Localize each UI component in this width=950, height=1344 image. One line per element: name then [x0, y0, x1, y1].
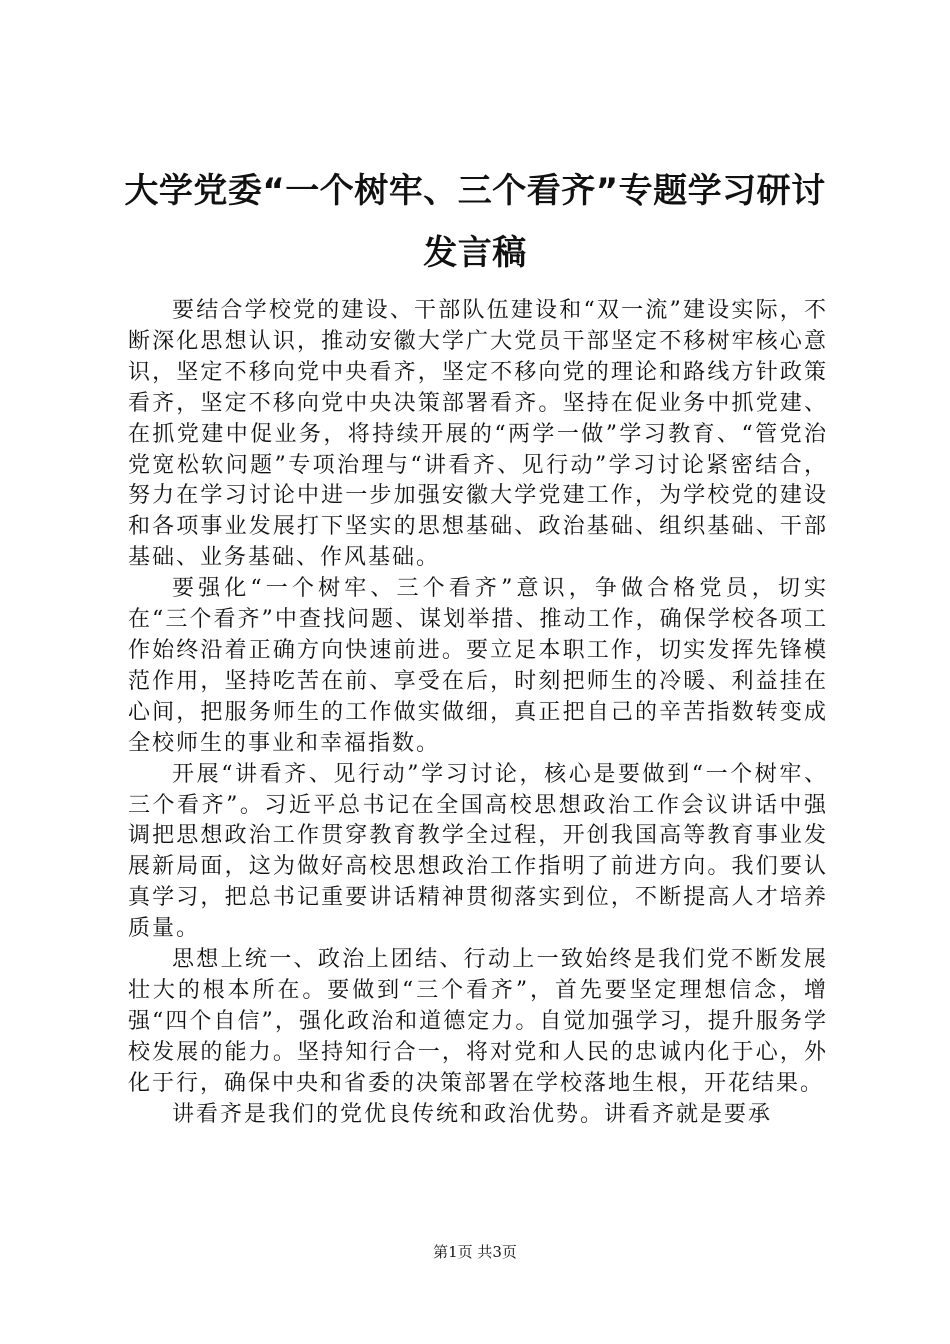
- paragraph: 要强化“一个树牢、三个看齐”意识，争做合格党员，切实在“三个看齐”中查找问题、谋划举措、推动工作，确保学校各项工作始终沿着正确方向快速前进。要立足本职工作，切实发挥先锋模范作用，坚持吃苦在前、享受在后，时刻把师生的冷暖、利益挂在心间，把服务师生的工作做实做细，真正把自己的辛苦指数转变成全校师生的事业和幸福指数。: [128, 576, 828, 756]
- document-title: 大学党委“一个树牢、三个看齐”专题学习研讨发言稿: [124, 171, 826, 273]
- paragraph: 开展“讲看齐、见行动”学习讨论，核心是要做到“一个树牢、三个看齐”。习近平总书记在全国高校思想政治工作会议讲话中强调把思想政治工作贯穿教育教学全过程，开创我国高等教育事业发展新局面，这为做好高校思想政治工作指明了前进方向。我们要认真学习，把总书记重要讲话精神贯彻落实到位，不断提高人才培养质量。: [128, 761, 828, 942]
- paragraph: 思想上统一、政治上团结、行动上一致始终是我们党不断发展壮大的根本所在。要做到“三个看齐”，首先要坚定理想信念，增强“四个自信”，强化政治和道德定力。自觉加强学习，提升服务学校发展的能力。坚持知行合一，将对党和人民的忠诚内化于心，外化于行，确保中央和省委的决策部署在学校落地生根，开花结果。: [128, 947, 828, 1096]
- paragraph: 要结合学校党的建设、干部队伍建设和“双一流”建设实际，不断深化思想认识，推动安徽大学广大党员干部坚定不移树牢核心意识，坚定不移向党中央看齐，坚定不移向党的理论和路线方针政策看齐，坚定不移向党中央决策部署看齐。坚持在促业务中抓党建、在抓党建中促业务，将持续开展的“两学一做”学习教育、“管党治党宽松软问题”专项治理与“讲看齐、见行动”学习讨论紧密结合，努力在学习讨论中进一步加强安徽大学党建工作，为学校党的建设和各项事业发展打下坚实的思想基础、政治基础、组织基础、干部基础、业务基础、作风基础。: [128, 298, 828, 571]
- document-body: [128, 296, 828, 1130]
- page-number: 第1页 共3页: [433, 1243, 517, 1261]
- paragraph: 讲看齐是我们的党优良传统和政治优势。讲看齐就是要承: [172, 1101, 773, 1127]
